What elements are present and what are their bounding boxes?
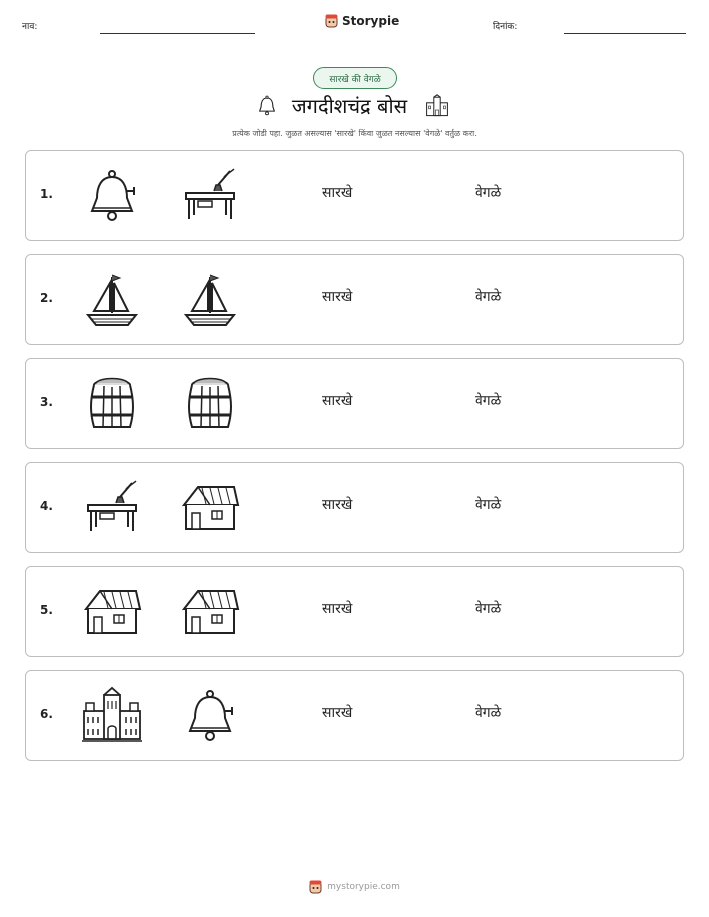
barrel-icon (180, 373, 240, 433)
question-number: 4. (40, 499, 53, 513)
question-card-2 (25, 254, 684, 345)
question-card-5 (25, 566, 684, 657)
sailboat-icon (180, 269, 240, 329)
college-building-icon (82, 685, 142, 745)
question-card-3 (25, 358, 684, 449)
footer-url[interactable]: mystorypie.com (327, 882, 400, 892)
date-label: दिनांक: (493, 22, 518, 32)
brand-logo (325, 14, 399, 28)
question-card-6 (25, 670, 684, 761)
bell-icon (82, 165, 142, 225)
different-option[interactable]: वेगळे (475, 289, 502, 305)
same-option[interactable]: सारखे (322, 185, 353, 201)
sailboat-icon (82, 269, 142, 329)
title-row (0, 92, 709, 119)
question-card-1 (25, 150, 684, 241)
storypie-mascot-icon (309, 880, 322, 894)
different-option[interactable]: वेगळे (475, 497, 502, 513)
question-number: 6. (40, 707, 53, 721)
different-option[interactable]: वेगळे (475, 705, 502, 721)
desk-icon (82, 477, 142, 537)
same-option[interactable]: सारखे (322, 289, 353, 305)
bell-icon (180, 685, 240, 745)
bell-icon (256, 94, 278, 118)
same-option[interactable]: सारखे (322, 601, 353, 617)
different-option[interactable]: वेगळे (475, 185, 502, 201)
date-field[interactable] (564, 33, 686, 34)
different-option[interactable]: वेगळे (475, 601, 502, 617)
footer (0, 880, 709, 894)
same-option[interactable]: सारखे (322, 705, 353, 721)
same-option[interactable]: सारखे (322, 497, 353, 513)
desk-icon (180, 165, 240, 225)
house-icon (82, 581, 142, 641)
name-field[interactable] (100, 33, 255, 34)
brand-name: Storypie (342, 14, 400, 28)
question-number: 5. (40, 603, 53, 617)
house-icon (180, 477, 240, 537)
barrel-icon (82, 373, 142, 433)
page-title: जगदीशचंद्र बोस (291, 94, 408, 118)
question-number: 2. (40, 291, 53, 305)
name-label: नाव: (22, 22, 38, 32)
house-icon (180, 581, 240, 641)
instructions: प्रत्येक जोडी पहा. जुळत असल्यास 'सारखे' किंवा जुळत नसल्यास 'वेगळे' वर्तुळ करा. (232, 129, 477, 138)
question-number: 1. (40, 187, 53, 201)
storypie-mascot-icon (325, 14, 338, 28)
college-building-icon (421, 94, 453, 118)
different-option[interactable]: वेगळे (475, 393, 502, 409)
question-card-4 (25, 462, 684, 553)
question-number: 3. (40, 395, 53, 409)
topic-badge: सारखे की वेगळे (313, 67, 397, 89)
same-option[interactable]: सारखे (322, 393, 353, 409)
